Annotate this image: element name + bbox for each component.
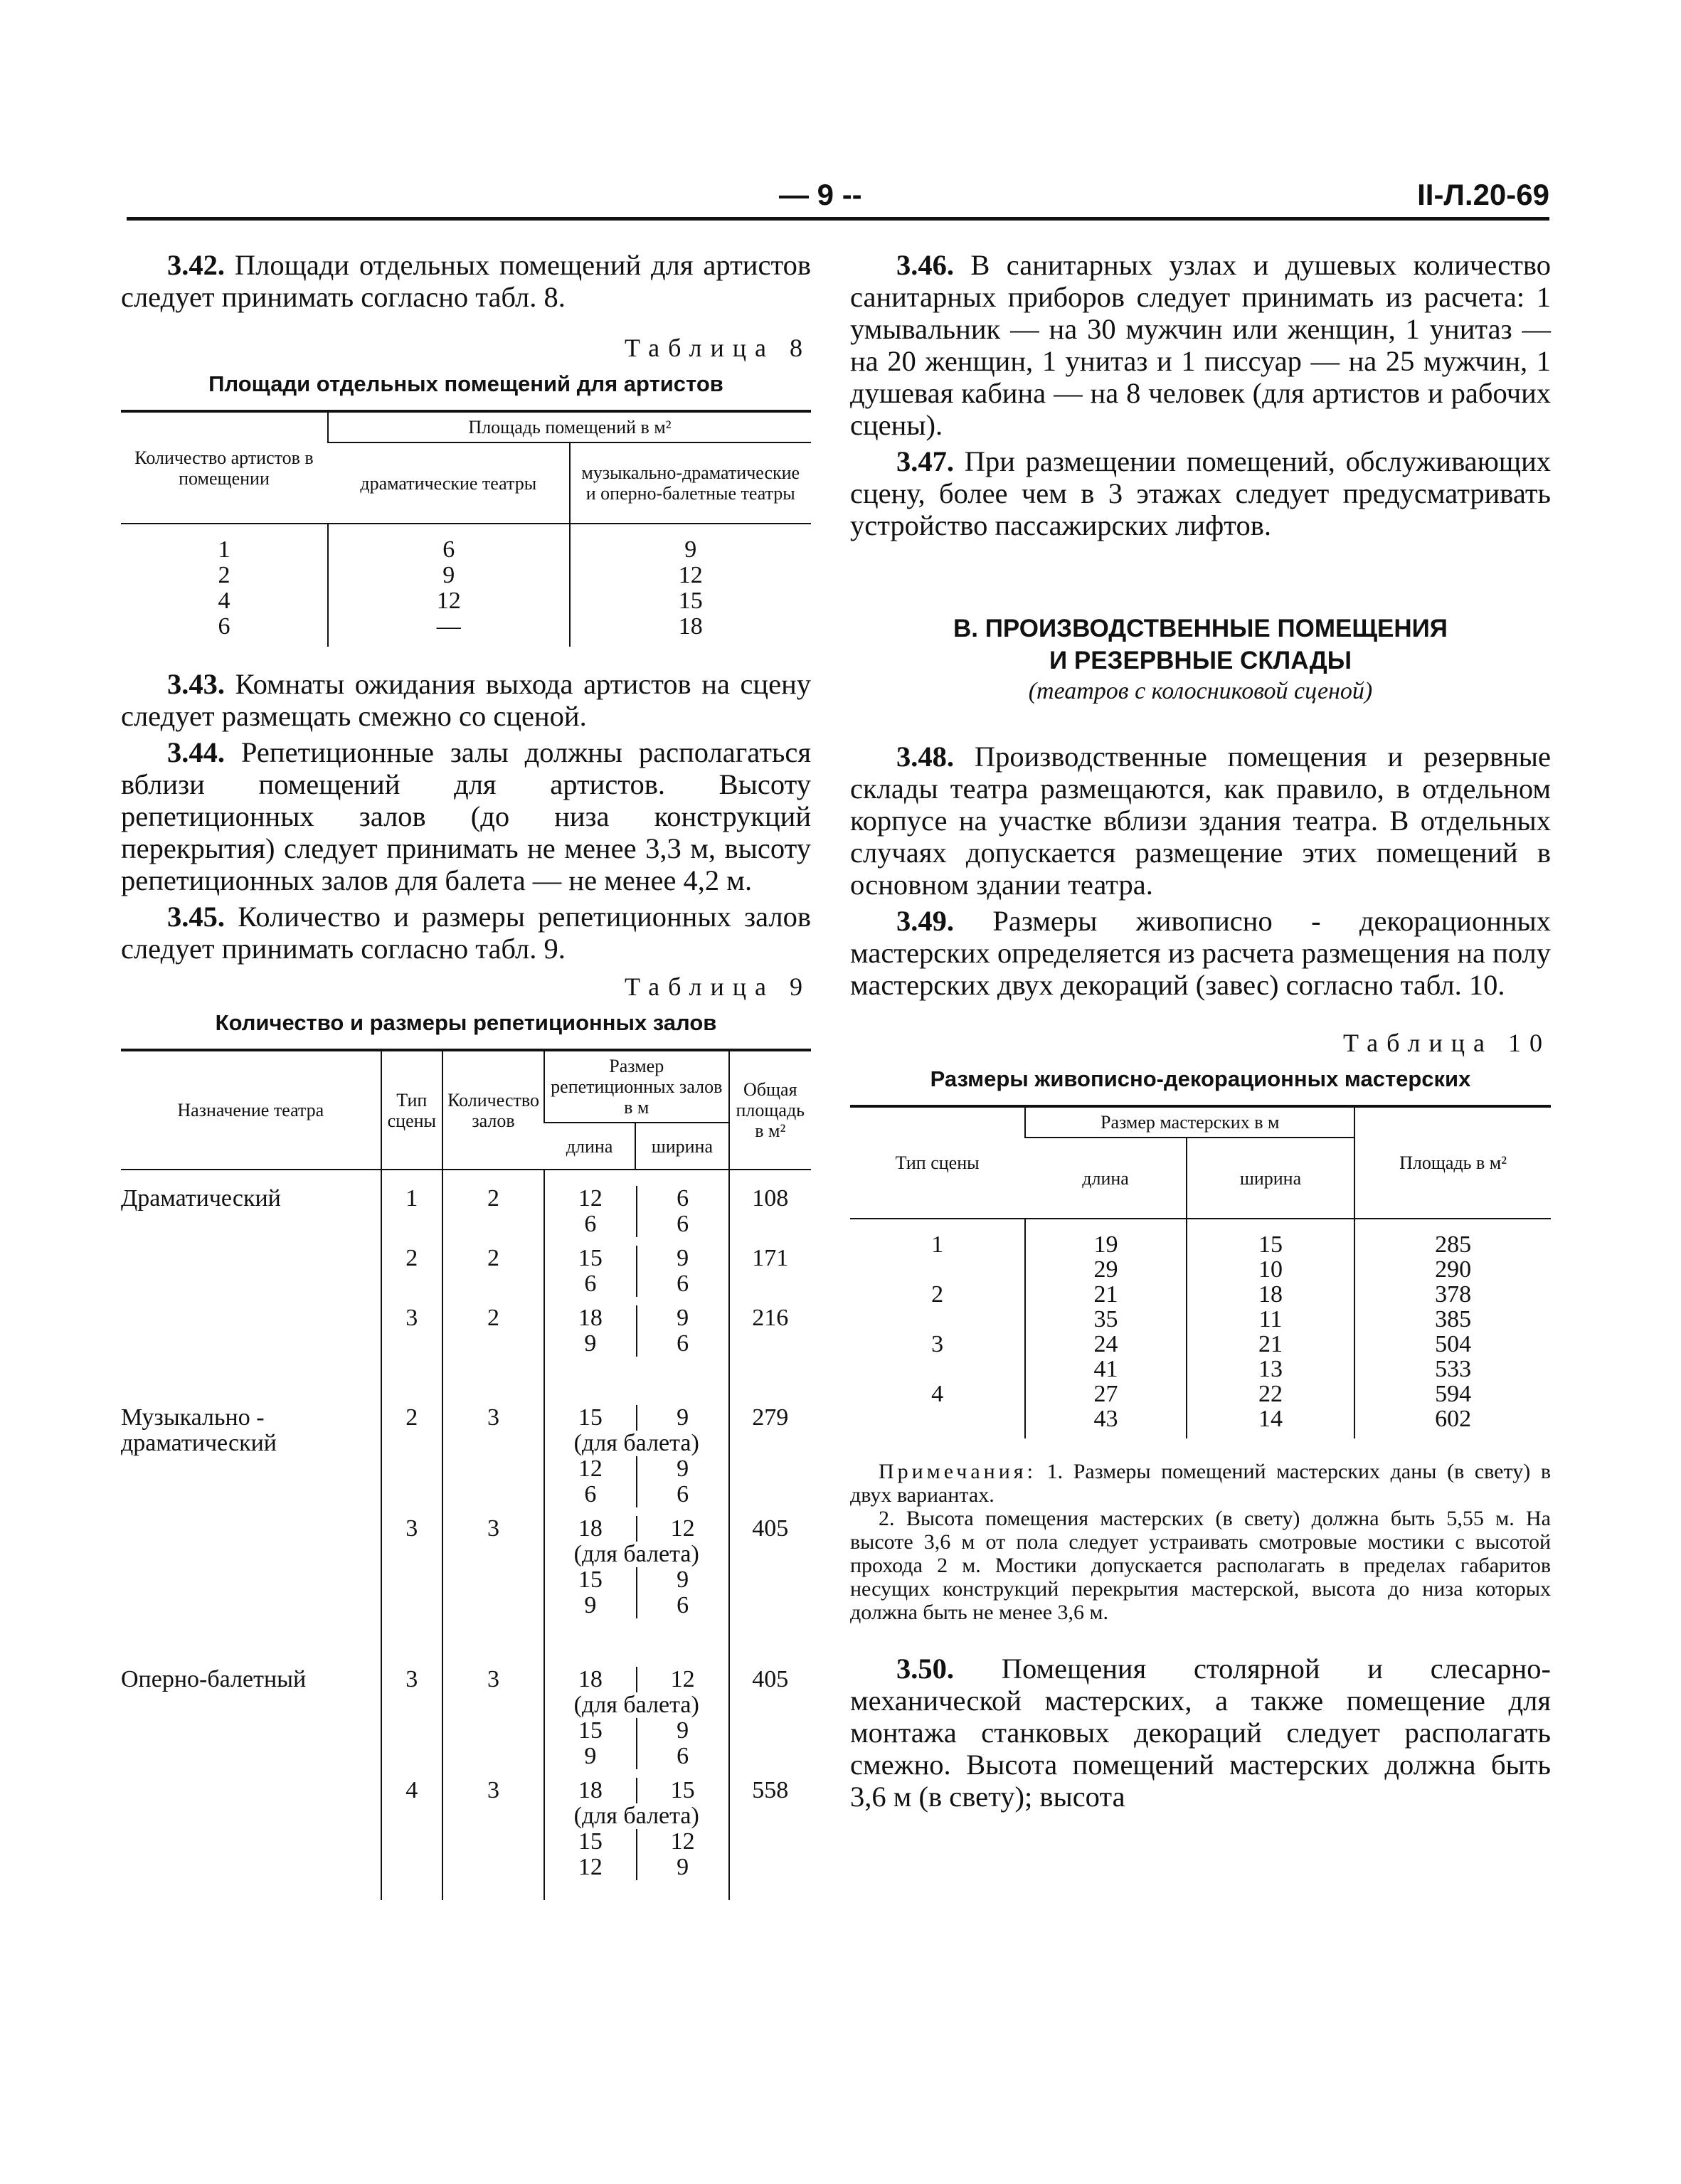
page-number: — 9 -- — [779, 178, 862, 211]
table-8-caption: Таблица 8 — [625, 334, 811, 362]
table-cell: 24 — [1025, 1332, 1187, 1357]
dimensions-cell — [544, 1507, 729, 1638]
paragraph-number: 3.43. — [167, 668, 225, 700]
table-9-header-length: длина — [544, 1123, 635, 1170]
dimension-pair — [545, 1744, 728, 1769]
paragraph-number: 3.45. — [167, 901, 225, 933]
ballet-label: (для балета) — [573, 1541, 699, 1567]
paragraph-text: Площади отдельных помещений для артистов следует принимать согласно табл. 8. — [121, 249, 811, 313]
paragraph-3-48 — [850, 741, 1551, 901]
table-9-title: Количество и размеры репетиционных залов — [215, 1010, 717, 1035]
paragraph-text: Размеры живописно - декорационных мастерских определяется из расчета размещения на полу мастерских двух декораций (завес) согласно табл. 10. — [850, 905, 1551, 1001]
table-row — [121, 614, 811, 647]
table-cell: 285 — [1354, 1219, 1551, 1257]
length-value: 18 — [545, 1516, 637, 1542]
paragraph-3-50 — [850, 1653, 1551, 1813]
scene-type-cell: 3 — [381, 1507, 443, 1638]
dimension-pair — [545, 1516, 728, 1542]
table-10-header-length: длина — [1025, 1138, 1187, 1219]
paragraph-number: 3.47. — [896, 445, 954, 477]
dimension-pair — [545, 1305, 728, 1331]
section-title-line-1: В. ПРОИЗВОДСТВЕННЫЕ ПОМЕЩЕНИЯ — [953, 615, 1448, 642]
table-cell — [850, 1307, 1025, 1332]
width-value: 6 — [677, 1185, 689, 1212]
paragraph-3-42 — [121, 249, 811, 313]
dimensions-cell — [544, 1377, 729, 1507]
table-9-caption: Таблица 9 — [625, 972, 811, 1001]
dimension-pair — [545, 1593, 728, 1618]
paragraph-text: Количество и размеры репетиционных залов следует принимать согласно табл. 9. — [121, 901, 811, 965]
left-column — [121, 249, 811, 1900]
dimensions-cell — [544, 1170, 729, 1237]
length-value: 15 — [545, 1829, 637, 1855]
length-value: 9 — [545, 1593, 637, 1618]
length-value: 15 — [545, 1405, 637, 1431]
scene-type-cell: 3 — [381, 1297, 443, 1377]
ballet-label: (для балета) — [573, 1803, 699, 1829]
table-9-header-type: Тип сцены — [381, 1050, 443, 1170]
table-row — [121, 524, 811, 563]
total-area-cell: 405 — [729, 1638, 811, 1769]
paragraph-text: При размещении помещений, обслуживающих сцену, более чем в 3 этажах следует предусматривать устройство пассажирских лифтов. — [850, 445, 1551, 541]
dimensions-cell — [544, 1237, 729, 1297]
width-value: 6 — [677, 1481, 689, 1507]
table-9 — [121, 1049, 811, 1900]
length-value: 6 — [545, 1482, 637, 1507]
table-cell: 12 — [328, 588, 570, 614]
table-row — [121, 1769, 811, 1900]
dimension-pair — [545, 1667, 728, 1692]
table-row — [850, 1307, 1551, 1332]
note-2: 2. Высота помещения мастерских (в свету) должна быть 5,55 м. На высоте 3,6 м от пола следует устраивать смотровые мостики с высотой прохода 2 м. Мостики допускается располагать в пределах габаритов несущих конструкций перекрытия мастерской, высота до низа которых должна быть не менее 3,6 м. — [850, 1507, 1551, 1624]
theater-cell: Драматический — [121, 1185, 281, 1212]
table-cell: 18 — [570, 614, 812, 647]
total-area-cell: 216 — [729, 1297, 811, 1377]
dimension-pair — [545, 1331, 728, 1357]
length-value: 9 — [545, 1331, 637, 1357]
paragraph-number: 3.44. — [167, 736, 225, 768]
table-10-title: Размеры живописно-декорационных мастерских — [930, 1066, 1471, 1091]
width-value: 9 — [677, 1456, 689, 1482]
table-cell: 15 — [570, 588, 812, 614]
table-9-header-count: Количество залов — [442, 1050, 544, 1170]
table-10-header-area: Площадь в м² — [1354, 1106, 1551, 1219]
table-8 — [121, 410, 811, 647]
table-cell: 2 — [218, 562, 230, 588]
paragraph-number: 3.48. — [896, 741, 954, 773]
table-row — [121, 1237, 811, 1297]
table-cell: 10 — [1187, 1257, 1354, 1282]
table-cell — [850, 1406, 1025, 1438]
width-value: 12 — [670, 1828, 695, 1855]
hall-count-cell: 3 — [442, 1638, 544, 1769]
table-row — [850, 1406, 1551, 1438]
paragraph-number: 3.49. — [896, 905, 954, 937]
table-row — [121, 563, 811, 588]
table-cell: 385 — [1354, 1307, 1551, 1332]
dimension-pair — [545, 1567, 728, 1593]
table-cell: 9 — [328, 563, 570, 588]
table-8-title: Площади отдельных помещений для артистов — [208, 371, 723, 396]
table-9-header-width: ширина — [635, 1123, 728, 1170]
dimension-pair — [545, 1778, 728, 1803]
paragraph-3-46 — [850, 249, 1551, 441]
length-value: 18 — [545, 1305, 637, 1331]
hall-count-cell: 3 — [442, 1377, 544, 1507]
table-row — [850, 1219, 1551, 1257]
section-subtitle: (театров с колосниковой сценой) — [1028, 678, 1373, 704]
dimensions-cell — [544, 1769, 729, 1900]
table-cell: 12 — [570, 563, 812, 588]
table-cell: 14 — [1187, 1406, 1354, 1438]
table-row — [850, 1382, 1551, 1406]
table-9-header-size: Размер репетиционных залов в м — [544, 1050, 729, 1123]
scene-type-cell: 2 — [381, 1237, 443, 1297]
table-cell: 13 — [1187, 1357, 1354, 1382]
paragraph-text: В санитарных узлах и душевых количество санитарных приборов следует принимать из расчета: 1 умывальник — на 30 мужчин или женщин, 1 унитаз — на 20 женщин, 1 унитаз и 1 писсуар — на 25 мужчин, 1 душевая кабина — на 8 человек (для артистов и рабочих сцены). — [850, 249, 1551, 441]
table-10-header-type: Тип сцены — [850, 1106, 1025, 1219]
table-row — [121, 1170, 811, 1237]
right-column — [850, 249, 1551, 1817]
header-rule — [127, 217, 1549, 221]
table-10-body — [850, 1219, 1551, 1438]
document-code: II-Л.20-69 — [1417, 178, 1549, 211]
table-8-header-area: Площадь помещений в м² — [328, 411, 811, 442]
theater-cell: Оперно-балетный — [121, 1666, 307, 1692]
width-value: 9 — [677, 1404, 689, 1431]
hall-count-cell: 2 — [442, 1237, 544, 1297]
table-row — [121, 1377, 811, 1507]
paragraph-number: 3.46. — [896, 249, 954, 281]
width-value: 9 — [677, 1567, 689, 1593]
dimensions-cell — [544, 1297, 729, 1377]
table-cell: 378 — [1354, 1282, 1551, 1307]
paragraph-number: 3.50. — [896, 1653, 954, 1685]
dimension-pair — [545, 1482, 728, 1507]
dimension-pair — [545, 1718, 728, 1744]
table-10-caption: Таблица 10 — [1343, 1029, 1551, 1057]
table-cell: 1 — [218, 536, 230, 563]
table-row — [121, 588, 811, 614]
notes-label: Примечания: — [879, 1460, 1036, 1483]
table-cell: 6 — [218, 613, 230, 640]
table-cell: 3 — [931, 1331, 944, 1357]
table-cell: 43 — [1025, 1406, 1187, 1438]
table-row — [121, 1297, 811, 1377]
theater-cell: Музыкально - драматический — [121, 1404, 277, 1456]
width-value: 12 — [670, 1515, 695, 1542]
width-value: 9 — [677, 1245, 689, 1271]
table-cell — [850, 1257, 1025, 1282]
width-value: 6 — [677, 1330, 689, 1357]
table-cell — [850, 1357, 1025, 1382]
table-row — [121, 1638, 811, 1769]
table-cell: 504 — [1354, 1332, 1551, 1357]
table-9-body — [121, 1170, 811, 1900]
table-row — [850, 1257, 1551, 1282]
theater-cell — [121, 1297, 381, 1377]
theater-cell — [121, 1237, 381, 1297]
paragraph-3-47 — [850, 445, 1551, 541]
table-8-header-music: музыкально-драматические и оперно-балетные театры — [570, 442, 812, 524]
paragraph-text: Помещения столярной и слесарно-механической мастерских, а также помещение для монтажа станковых декораций следует располагать смежно. Высота помещений мастерских должна быть 3,6 м (в свету); высота — [850, 1653, 1552, 1813]
table-cell: 19 — [1025, 1219, 1187, 1257]
length-value: 12 — [545, 1855, 637, 1880]
dimension-pair — [545, 1212, 728, 1237]
paragraph-3-43 — [121, 668, 811, 732]
paragraph-number: 3.42. — [167, 249, 225, 281]
table-cell: 594 — [1354, 1382, 1551, 1406]
length-value: 18 — [545, 1778, 637, 1803]
scene-type-cell: 2 — [381, 1377, 443, 1507]
length-value: 15 — [545, 1567, 637, 1593]
dimension-pair — [545, 1186, 728, 1212]
table-cell: 9 — [570, 524, 812, 563]
paragraph-text: Производственные помещения и резервные склады театра размещаются, как правило, в отдельном корпусе на участке вблизи здания театра. В отдельных случаях допускается размещение этих помещений в основном здании театра. — [850, 741, 1551, 901]
hall-count-cell: 3 — [442, 1769, 544, 1900]
width-value: 9 — [677, 1854, 689, 1880]
width-value: 12 — [670, 1666, 695, 1692]
total-area-cell: 171 — [729, 1237, 811, 1297]
paragraph-3-44 — [121, 736, 811, 896]
length-value: 9 — [545, 1744, 637, 1769]
length-value: 6 — [545, 1212, 637, 1237]
section-title — [850, 613, 1551, 677]
width-value: 9 — [677, 1717, 689, 1744]
table-cell: 11 — [1187, 1307, 1354, 1332]
paragraph-3-45 — [121, 901, 811, 965]
total-area-cell: 279 — [729, 1377, 811, 1507]
width-value: 6 — [677, 1211, 689, 1237]
hall-count-cell: 3 — [442, 1507, 544, 1638]
table-10-header-width: ширина — [1187, 1138, 1354, 1219]
table-cell: 41 — [1025, 1357, 1187, 1382]
table-10-header-size: Размер мастерских в м — [1025, 1106, 1354, 1138]
dimension-pair — [545, 1456, 728, 1482]
length-value: 6 — [545, 1271, 637, 1297]
hall-count-cell: 2 — [442, 1297, 544, 1377]
table-cell: 29 — [1025, 1257, 1187, 1282]
section-title-line-2: И РЕЗЕРВНЫЕ СКЛАДЫ — [1049, 647, 1352, 674]
table-row — [850, 1357, 1551, 1382]
dimension-pair — [545, 1246, 728, 1271]
table-cell: 21 — [1187, 1332, 1354, 1357]
table-cell: — — [328, 614, 570, 647]
table-10 — [850, 1105, 1551, 1438]
table-cell: 35 — [1025, 1307, 1187, 1332]
width-value: 9 — [677, 1305, 689, 1331]
total-area-cell: 558 — [729, 1769, 811, 1900]
paragraph-text: Репетиционные залы должны располагаться вблизи помещений для артистов. Высоту репетиционных залов (до низа конструкций перекрытия) следует принимать не менее 3,3 м, высоту репетиционных залов для балета — не менее 4,2 м. — [121, 736, 811, 896]
length-value: 15 — [545, 1246, 637, 1271]
table-row — [850, 1282, 1551, 1307]
dimension-pair — [545, 1855, 728, 1880]
dimensions-cell — [544, 1638, 729, 1769]
table-cell: 602 — [1354, 1406, 1551, 1438]
table-row — [850, 1332, 1551, 1357]
table-cell: 22 — [1187, 1382, 1354, 1406]
table-cell: 18 — [1187, 1282, 1354, 1307]
length-value: 12 — [545, 1186, 637, 1212]
length-value: 18 — [545, 1667, 637, 1692]
scene-type-cell: 1 — [381, 1170, 443, 1237]
table-cell: 4 — [931, 1381, 944, 1407]
total-area-cell: 108 — [729, 1170, 811, 1237]
paragraph-3-49 — [850, 905, 1551, 1001]
note-1 — [850, 1460, 1551, 1507]
table-cell: 4 — [218, 588, 230, 614]
ballet-label: (для балета) — [573, 1692, 699, 1718]
width-value: 6 — [677, 1271, 689, 1297]
table-9-header-total: Общая площадь в м² — [729, 1050, 811, 1170]
table-cell: 27 — [1025, 1382, 1187, 1406]
length-value: 15 — [545, 1718, 637, 1744]
table-cell: 290 — [1354, 1257, 1551, 1282]
hall-count-cell: 2 — [442, 1170, 544, 1237]
width-value: 6 — [677, 1743, 689, 1769]
paragraph-text: Комнаты ожидания выхода артистов на сцену следует размещать смежно со сценой. — [121, 668, 811, 732]
table-cell: 1 — [931, 1231, 944, 1258]
table-cell: 2 — [931, 1281, 944, 1308]
table-row — [121, 1507, 811, 1638]
theater-cell — [121, 1769, 381, 1900]
table-9-header-purpose: Назначение театра — [121, 1050, 381, 1170]
table-cell: 21 — [1025, 1282, 1187, 1307]
dimension-pair — [545, 1405, 728, 1431]
width-value: 6 — [677, 1592, 689, 1618]
scene-type-cell: 4 — [381, 1769, 443, 1900]
dimension-pair — [545, 1829, 728, 1855]
table-8-header-drama: драматические театры — [328, 442, 570, 524]
scene-type-cell: 3 — [381, 1638, 443, 1769]
table-cell: 533 — [1354, 1357, 1551, 1382]
total-area-cell: 405 — [729, 1507, 811, 1638]
theater-cell — [121, 1507, 381, 1638]
dimension-pair — [545, 1271, 728, 1297]
length-value: 12 — [545, 1456, 637, 1482]
table-8-header-count: Количество артистов в помещении — [121, 411, 328, 524]
note-1-text: 1. Размеры помещений мастерских даны (в свету) в двух вариантах. — [850, 1460, 1551, 1507]
table-cell: 15 — [1187, 1219, 1354, 1257]
table-cell: 6 — [328, 524, 570, 563]
width-value: 15 — [670, 1777, 695, 1803]
ballet-label: (для балета) — [573, 1430, 699, 1456]
